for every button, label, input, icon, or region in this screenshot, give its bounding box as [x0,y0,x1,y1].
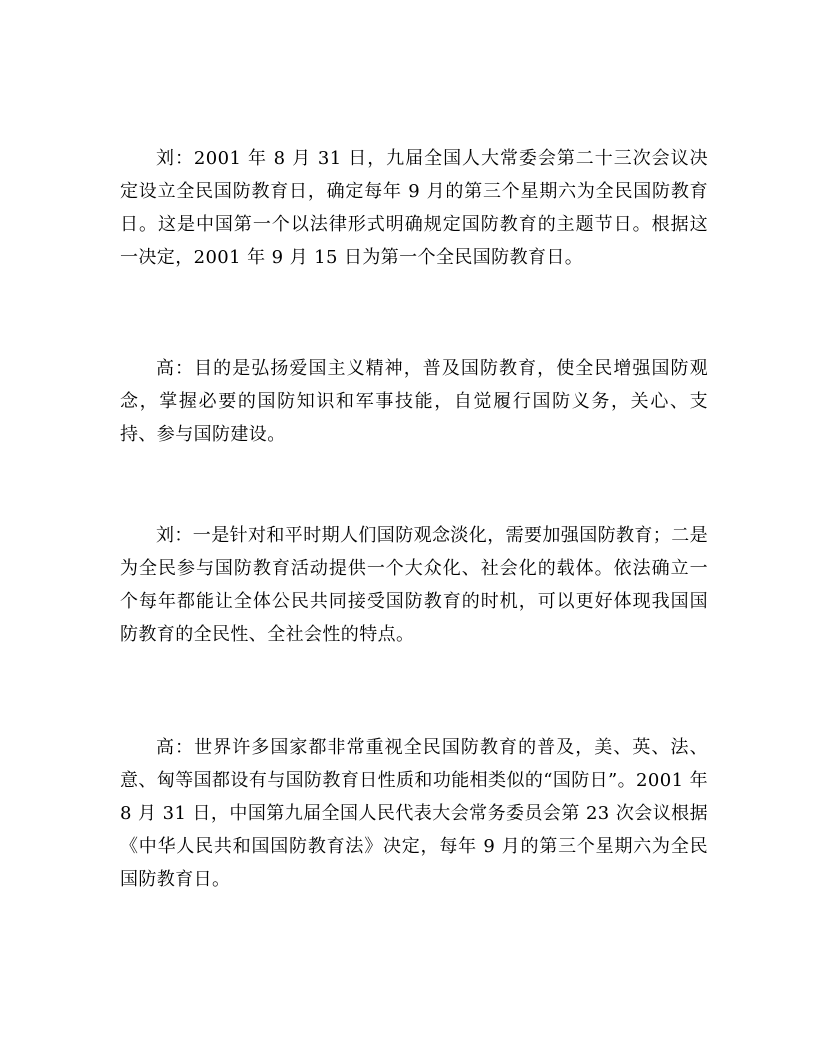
paragraph-3: 刘：一是针对和平时期人们国防观念淡化，需要加强国防教育；二是为全民参与国防教育活动提供一个大众化、社会化的载体。依法确立一个每年都能让全体公民共同接受国防教育的时机，可以更好体现我国国防教育的全民性、全社会性的特点。 [120,525,708,645]
paragraph-4: 高：世界许多国家都非常重视全民国防教育的普及，美、英、法、意、匈等国都设有与国防教育日性质和功能相类似的“国防日”。2001 年 8 月 31 日，中国第九届全国人民代表大会常务委员会第 23 次会议根据《中华人民共和国国防教育法》决定，每年 9 月的第三个星期六为全民国防教育日。 [120,737,708,890]
paragraph-1: 刘：2001 年 8 月 31 日，九届全国人大常委会第二十三次会议决定设立全民国防教育日，确定每年 9 月的第三个星期六为全民国防教育日。这是中国第一个以法律形式明确规定国防教育的主题节日。根据这一决定，2001 年 9 月 15 日为第一个全民国防教育日。 [120,148,708,268]
paragraph-2: 高：目的是弘扬爱国主义精神，普及国防教育，使全民增强国防观念，掌握必要的国防知识和军事技能，自觉履行国防义务，关心、支持、参与国防建设。 [120,358,708,445]
